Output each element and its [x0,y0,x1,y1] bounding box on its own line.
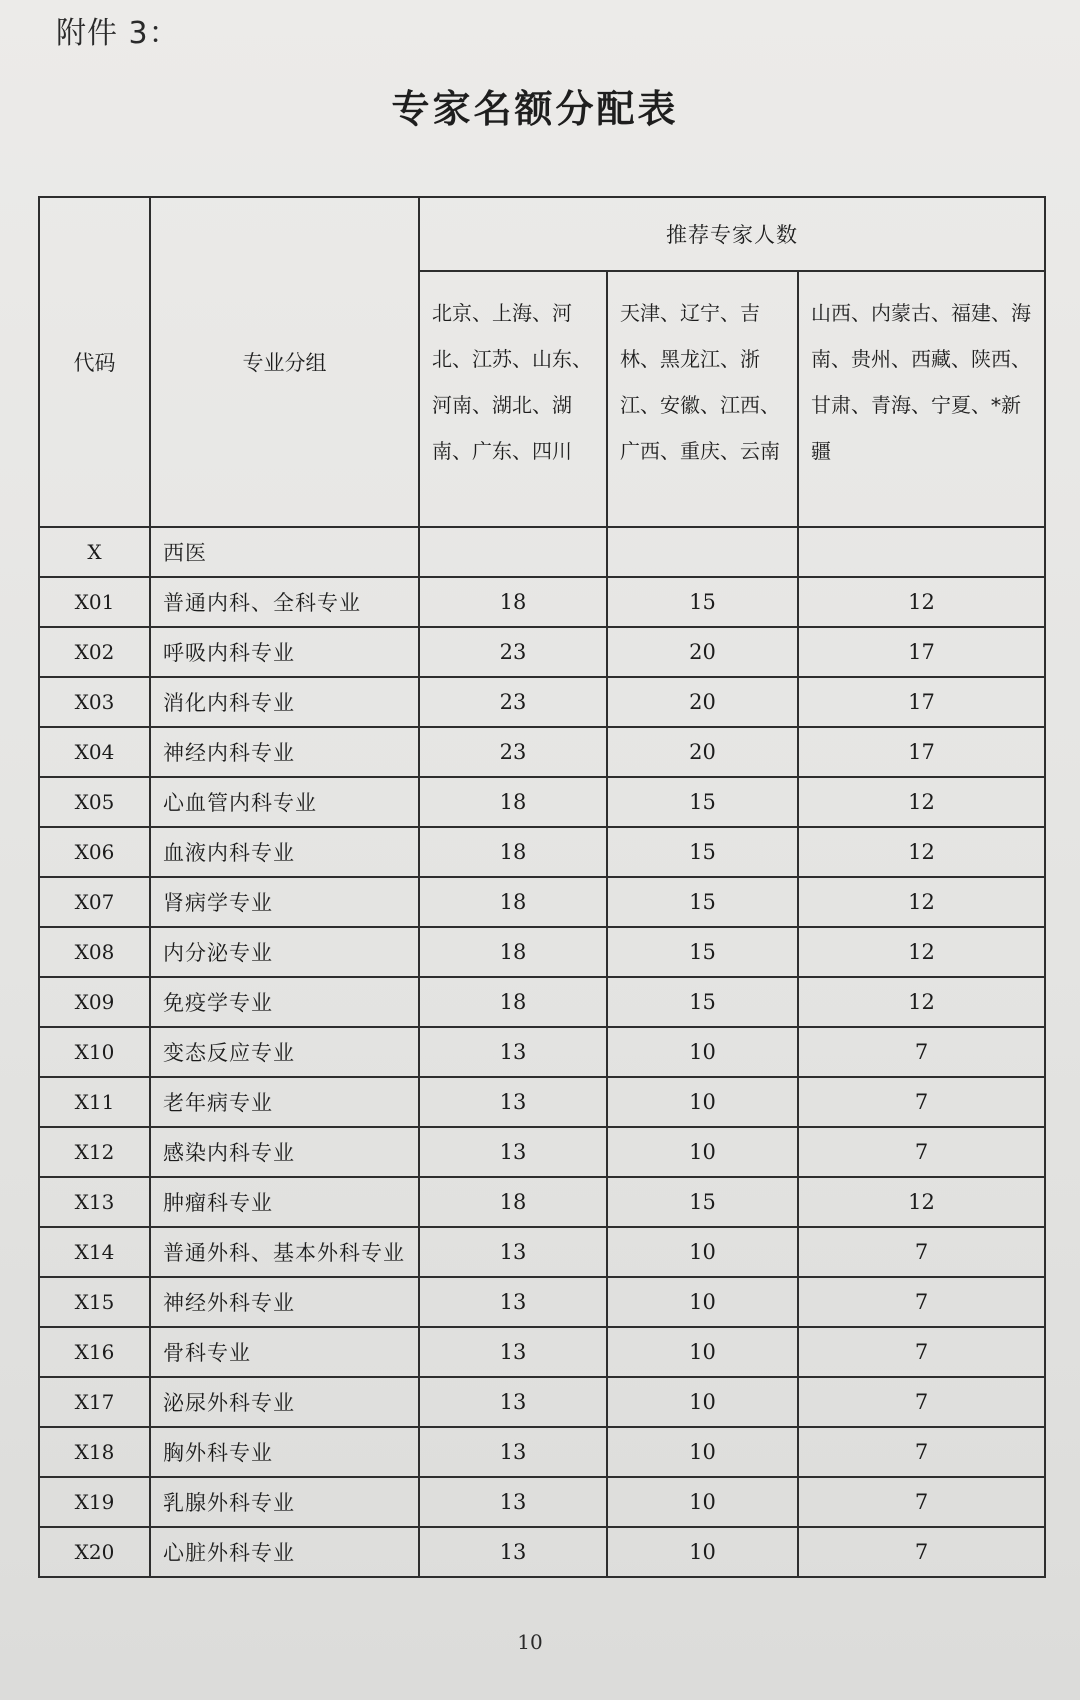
table-row [39,1327,1045,1377]
count-cell-group-3: 7 [798,1477,1045,1527]
count-cell-group-1 [419,527,607,577]
count-cell-group-1: 13 [419,1477,607,1527]
group-cell: 乳腺外科专业 [150,1477,419,1527]
code-cell: X10 [39,1027,150,1077]
header-province-group-2: 天津、辽宁、吉林、黑龙江、浙江、安徽、江西、广西、重庆、云南 [607,271,798,527]
code-cell: X18 [39,1427,150,1477]
group-cell: 心脏外科专业 [150,1527,419,1577]
count-cell-group-2: 10 [607,1227,798,1277]
count-cell-group-2: 20 [607,677,798,727]
count-cell-group-2: 15 [607,977,798,1027]
count-cell-group-1: 18 [419,827,607,877]
code-cell: X13 [39,1177,150,1227]
table-row [39,1177,1045,1227]
count-cell-group-3: 12 [798,1177,1045,1227]
group-cell: 肾病学专业 [150,877,419,927]
table-row [39,1427,1045,1477]
group-cell: 免疫学专业 [150,977,419,1027]
header-province-group-3: 山西、内蒙古、福建、海南、贵州、西藏、陕西、甘肃、青海、宁夏、*新疆 [798,271,1045,527]
count-cell-group-3: 7 [798,1127,1045,1177]
group-cell: 神经外科专业 [150,1277,419,1327]
count-cell-group-3: 17 [798,627,1045,677]
count-cell-group-3: 7 [798,1077,1045,1127]
table-row [39,827,1045,877]
count-cell-group-1: 13 [419,1277,607,1327]
group-cell: 泌尿外科专业 [150,1377,419,1427]
group-cell: 变态反应专业 [150,1027,419,1077]
table-row [39,577,1045,627]
count-cell-group-3: 7 [798,1227,1045,1277]
count-cell-group-3: 7 [798,1427,1045,1477]
count-cell-group-2: 15 [607,827,798,877]
count-cell-group-1: 18 [419,577,607,627]
code-cell: X11 [39,1077,150,1127]
group-cell: 感染内科专业 [150,1127,419,1177]
count-cell-group-2: 10 [607,1477,798,1527]
count-cell-group-2: 15 [607,877,798,927]
table-row [39,627,1045,677]
header-recommended: 推荐专家人数 [419,197,1045,271]
count-cell-group-3: 17 [798,677,1045,727]
count-cell-group-3: 7 [798,1027,1045,1077]
count-cell-group-1: 23 [419,727,607,777]
count-cell-group-2: 15 [607,777,798,827]
code-cell: X12 [39,1127,150,1177]
count-cell-group-3: 12 [798,777,1045,827]
group-cell: 胸外科专业 [150,1427,419,1477]
code-cell: X16 [39,1327,150,1377]
group-cell: 普通外科、基本外科专业 [150,1227,419,1277]
quota-table [38,196,1046,1578]
group-cell: 消化内科专业 [150,677,419,727]
group-cell: 肿瘤科专业 [150,1177,419,1227]
code-cell: X20 [39,1527,150,1577]
count-cell-group-2: 10 [607,1077,798,1127]
count-cell-group-1: 13 [419,1377,607,1427]
count-cell-group-3: 7 [798,1527,1045,1577]
table-row [39,1227,1045,1277]
count-cell-group-1: 13 [419,1027,607,1077]
code-cell: X17 [39,1377,150,1427]
table-row [39,1027,1045,1077]
group-cell: 内分泌专业 [150,927,419,977]
count-cell-group-1: 18 [419,977,607,1027]
count-cell-group-3: 7 [798,1377,1045,1427]
table-row [39,1377,1045,1427]
count-cell-group-1: 13 [419,1127,607,1177]
count-cell-group-1: 13 [419,1077,607,1127]
group-cell: 呼吸内科专业 [150,627,419,677]
count-cell-group-2: 20 [607,727,798,777]
table-row [39,1077,1045,1127]
count-cell-group-1: 13 [419,1327,607,1377]
header-group: 专业分组 [150,197,419,527]
group-cell: 血液内科专业 [150,827,419,877]
count-cell-group-2: 15 [607,1177,798,1227]
table-body [39,527,1045,1577]
count-cell-group-3: 7 [798,1327,1045,1377]
group-cell: 心血管内科专业 [150,777,419,827]
attachment-label: 附件 3： [56,16,180,51]
count-cell-group-3: 17 [798,727,1045,777]
header-code: 代码 [39,197,150,527]
count-cell-group-3: 12 [798,977,1045,1027]
count-cell-group-1: 23 [419,677,607,727]
count-cell-group-2: 15 [607,927,798,977]
count-cell-group-2: 20 [607,627,798,677]
code-cell: X19 [39,1477,150,1527]
count-cell-group-2: 10 [607,1377,798,1427]
code-cell: X03 [39,677,150,727]
table-row [39,527,1045,577]
header-province-group-1: 北京、上海、河北、江苏、山东、河南、湖北、湖南、广东、四川 [419,271,607,527]
count-cell-group-1: 13 [419,1227,607,1277]
count-cell-group-2 [607,527,798,577]
group-cell: 西医 [150,527,419,577]
table-row [39,1477,1045,1527]
count-cell-group-3 [798,527,1045,577]
count-cell-group-2: 10 [607,1027,798,1077]
count-cell-group-2: 10 [607,1427,798,1477]
count-cell-group-1: 18 [419,877,607,927]
code-cell: X [39,527,150,577]
page-title: 专家名额分配表 [391,86,679,131]
count-cell-group-1: 23 [419,627,607,677]
code-cell: X14 [39,1227,150,1277]
count-cell-group-1: 18 [419,927,607,977]
table-row [39,727,1045,777]
group-cell: 神经内科专业 [150,727,419,777]
code-cell: X01 [39,577,150,627]
count-cell-group-1: 13 [419,1427,607,1477]
count-cell-group-1: 13 [419,1527,607,1577]
count-cell-group-3: 12 [798,927,1045,977]
code-cell: X15 [39,1277,150,1327]
count-cell-group-3: 12 [798,577,1045,627]
count-cell-group-3: 12 [798,877,1045,927]
code-cell: X02 [39,627,150,677]
table-row [39,877,1045,927]
count-cell-group-2: 10 [607,1527,798,1577]
code-cell: X07 [39,877,150,927]
count-cell-group-2: 10 [607,1127,798,1177]
group-cell: 普通内科、全科专业 [150,577,419,627]
group-cell: 老年病专业 [150,1077,419,1127]
code-cell: X06 [39,827,150,877]
count-cell-group-2: 10 [607,1327,798,1377]
table-row [39,1127,1045,1177]
code-cell: X08 [39,927,150,977]
table-row [39,927,1045,977]
table-row [39,677,1045,727]
group-cell: 骨科专业 [150,1327,419,1377]
count-cell-group-2: 10 [607,1277,798,1327]
count-cell-group-2: 15 [607,577,798,627]
page-number: 10 [517,1630,543,1654]
table-row [39,777,1045,827]
count-cell-group-3: 7 [798,1277,1045,1327]
code-cell: X05 [39,777,150,827]
table-row [39,1277,1045,1327]
table-row [39,1527,1045,1577]
code-cell: X09 [39,977,150,1027]
count-cell-group-1: 18 [419,1177,607,1227]
code-cell: X04 [39,727,150,777]
table-row [39,977,1045,1027]
count-cell-group-3: 12 [798,827,1045,877]
count-cell-group-1: 18 [419,777,607,827]
